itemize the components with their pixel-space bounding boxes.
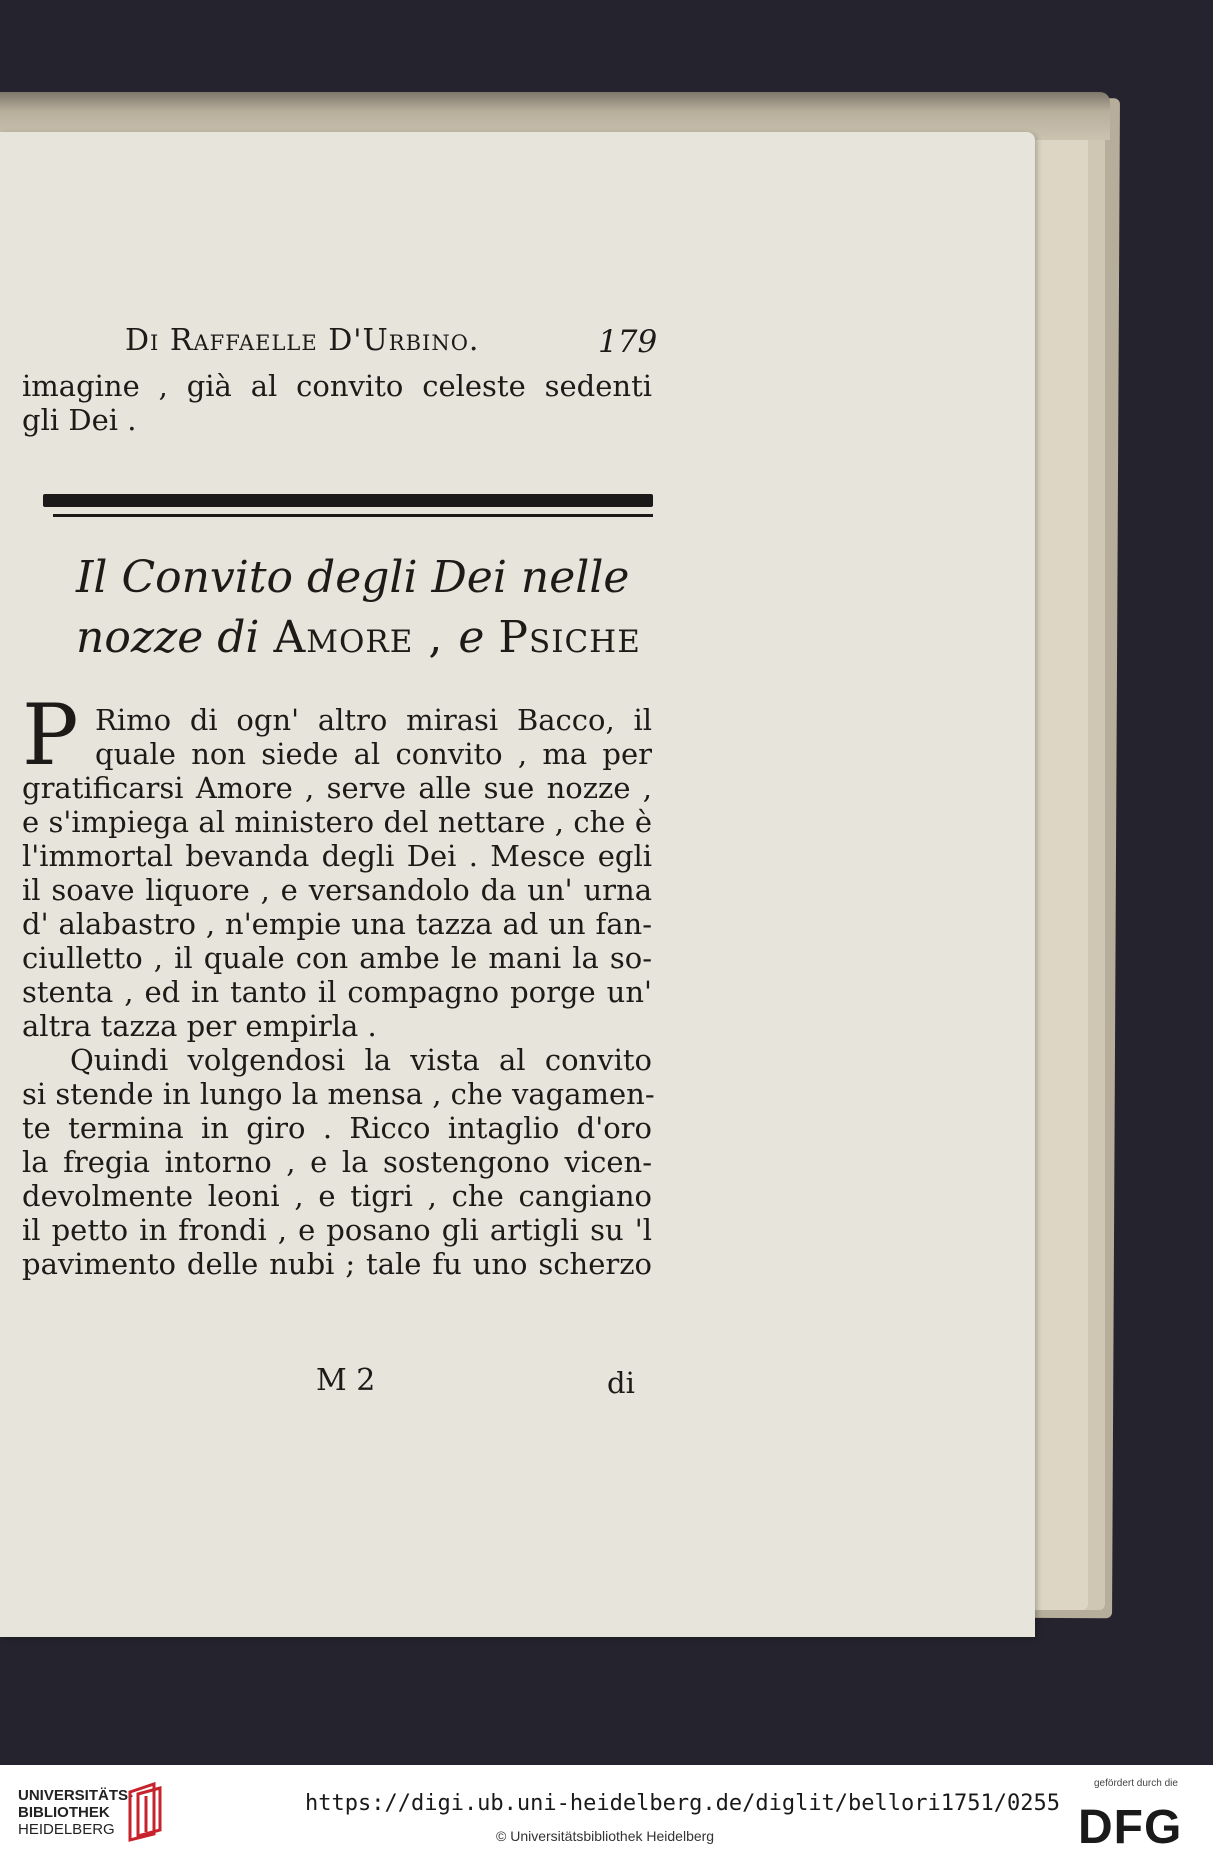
text-line: il petto in frondi , e posano gli artigli su 'l xyxy=(22,1213,652,1247)
text-line: l'immortal bevanda degli Dei . Mesce egli xyxy=(22,839,652,873)
section-title xyxy=(76,612,641,663)
text-line: si stende in lungo la mensa , che vagamen- xyxy=(22,1077,655,1111)
section-title-prefix: nozze di xyxy=(76,612,274,663)
dfg-logo[interactable]: DFG xyxy=(1078,1801,1183,1854)
library-name-line: BIBLIOTHEK xyxy=(18,1804,110,1821)
section-title-psiche: Psiche xyxy=(498,612,641,663)
sponsor-text: gefördert durch die xyxy=(1094,1778,1178,1789)
copyright-notice: © Universitätsbibliothek Heidelberg xyxy=(496,1828,715,1844)
book-page xyxy=(0,132,1035,1637)
section-title: Il Convito degli Dei nelle xyxy=(76,552,630,603)
text-line: gratificarsi Amore , serve alle sue nozze , xyxy=(22,771,652,805)
drop-cap: P xyxy=(22,686,79,784)
text-line: e s'impiega al ministero del nettare , che è xyxy=(22,805,652,839)
text-line: Quindi volgendosi la vista al convito xyxy=(70,1043,652,1077)
text-line: stenta , ed in tanto il compagno porge un' xyxy=(22,975,652,1009)
section-title-e: e xyxy=(458,612,499,663)
text-line: d' alabastro , n'empie una tazza ad un fan- xyxy=(22,907,652,941)
text-line: imagine , già al convito celeste sedenti xyxy=(22,369,652,403)
permalink-url[interactable]: https://digi.ub.uni-heidelberg.de/diglit/bellori1751/0255 xyxy=(305,1791,1060,1816)
page-number: 179 xyxy=(598,324,658,360)
library-emblem-icon xyxy=(124,1780,166,1842)
text-line: il soave liquore , e versandolo da un' urna xyxy=(22,873,652,907)
text-line: te termina in giro . Ricco intaglio d'oro xyxy=(22,1111,652,1145)
section-title-amore: Amore xyxy=(273,612,414,663)
text-line: Rimo di ogn' altro mirasi Bacco, il xyxy=(95,703,652,737)
text-line: altra tazza per empirla . xyxy=(22,1009,377,1043)
text-line: pavimento delle nubi ; tale fu uno scherzo xyxy=(22,1247,652,1281)
section-title-comma: , xyxy=(413,612,459,663)
text-line: la fregia intorno , e la sostengono vicen- xyxy=(22,1145,652,1179)
section-rule xyxy=(53,514,653,517)
footer-bar xyxy=(0,1765,1213,1855)
text-line: gli Dei . xyxy=(22,403,137,437)
section-rule xyxy=(43,494,653,507)
catchword: di xyxy=(607,1366,635,1400)
signature-mark: M 2 xyxy=(316,1363,376,1398)
text-line: quale non siede al convito , ma per xyxy=(95,737,652,771)
library-name-line: UNIVERSITÄTS- xyxy=(18,1787,134,1804)
text-line: ciulletto , il quale con ambe le mani la so- xyxy=(22,941,652,975)
running-head: Di Raffaelle D'Urbino. xyxy=(125,323,480,358)
library-logo[interactable] xyxy=(18,1787,133,1838)
text-line: devolmente leoni , e tigri , che cangiano xyxy=(22,1179,652,1213)
library-name-line: HEIDELBERG xyxy=(18,1821,115,1838)
